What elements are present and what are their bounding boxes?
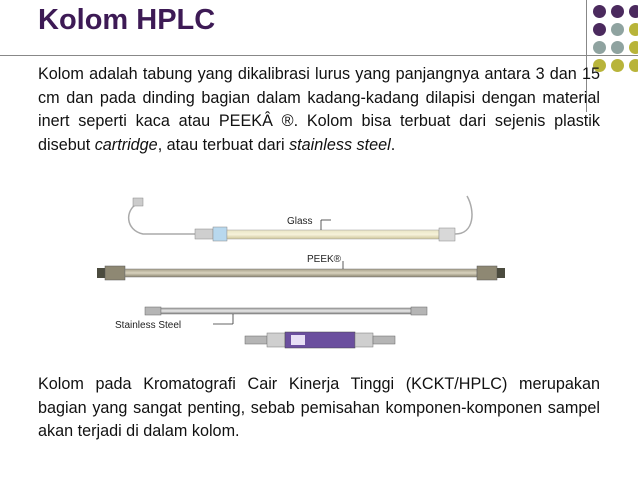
dot-icon xyxy=(593,41,606,54)
stainless-steel-label: Stainless Steel xyxy=(115,320,182,331)
column-types-figure xyxy=(95,190,535,365)
intro-paragraph xyxy=(38,63,600,157)
dot-icon xyxy=(629,5,638,18)
stainless-steel-term: stainless steel xyxy=(289,135,391,154)
dot-icon xyxy=(629,41,638,54)
dot-icon xyxy=(629,23,638,36)
peek-column xyxy=(97,254,505,280)
dot-icon xyxy=(593,5,606,18)
stainless-steel-column xyxy=(115,307,427,331)
title-divider xyxy=(0,55,638,56)
dot-icon xyxy=(611,5,624,18)
dot-icon xyxy=(611,59,624,72)
intro-text-end: . xyxy=(390,135,396,154)
cartridge-term: cartridge xyxy=(94,135,158,154)
closing-paragraph: Kolom pada Kromatografi Cair Kinerja Tinggi (KCKT/HPLC) merupakan bagian yang sangat penting, sebab pemisahan komponen-komponen sampel akan terjadi di dalam kolom. xyxy=(38,375,600,440)
intro-text-mid: , atau terbuat dari xyxy=(157,135,290,154)
glass-column xyxy=(129,196,472,241)
peek-label: PEEK® xyxy=(307,254,342,265)
intro-text: Kolom adalah tabung yang dikalibrasi lurus yang panjangnya antara 3 dan 15 cm dan pada dinding bagian dalam kadang-kadang dilapisi dengan material inert seperti kaca atau PEEKÂ ®. Kolom bisa terbuat dari sejenis plastik disebut xyxy=(38,65,600,154)
dot-icon xyxy=(593,23,606,36)
dot-icon xyxy=(611,41,624,54)
dot-icon xyxy=(611,23,624,36)
dot-icon xyxy=(629,59,638,72)
slide-title: Kolom HPLC xyxy=(38,4,216,36)
glass-label: Glass xyxy=(287,216,313,227)
short-steel-column xyxy=(245,332,395,348)
